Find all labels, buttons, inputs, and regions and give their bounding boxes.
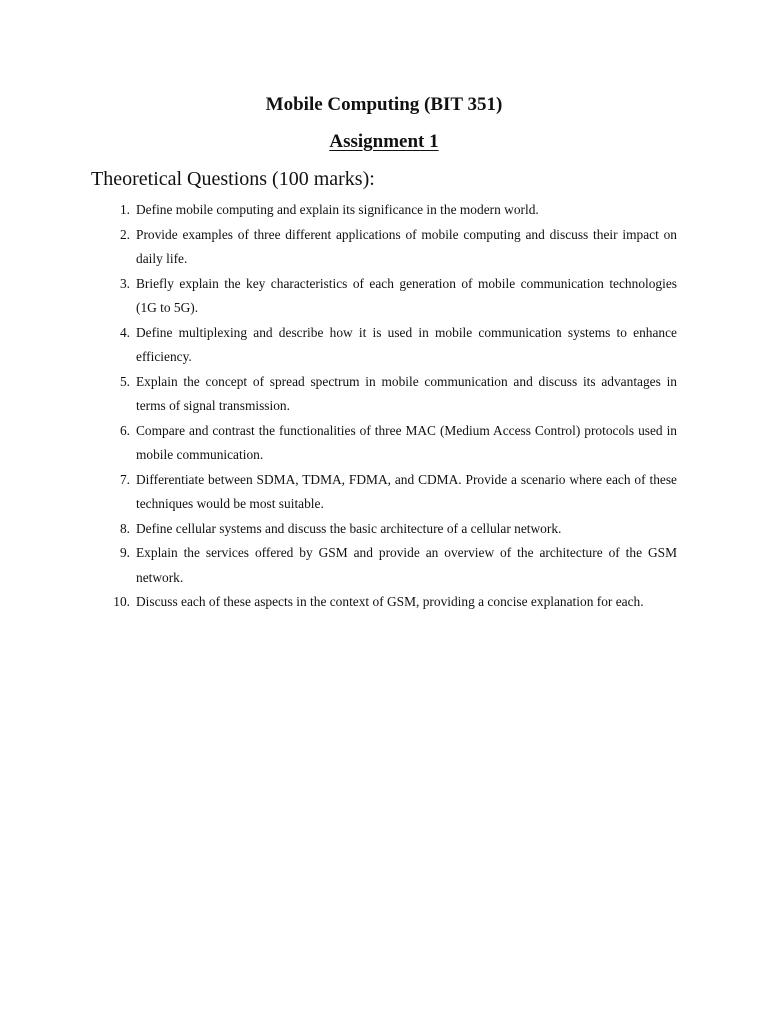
question-item xyxy=(106,321,677,370)
question-item xyxy=(106,419,677,468)
question-number: 8. xyxy=(119,520,130,536)
question-item xyxy=(106,590,677,615)
question-item xyxy=(106,468,677,517)
course-title: Mobile Computing (BIT 351) xyxy=(265,94,503,115)
question-text: Compare and contrast the functionalities of three MAC (Medium Access Control) protocols used in mobile communication. xyxy=(136,422,677,462)
question-number: 7. xyxy=(119,471,130,487)
question-number: 3. xyxy=(119,275,130,291)
question-item xyxy=(106,517,677,542)
question-text: Define multiplexing and describe how it is used in mobile communication systems to enhance efficiency. xyxy=(136,324,677,364)
question-text: Differentiate between SDMA, TDMA, FDMA, and CDMA. Provide a scenario where each of these techniques would be most suitable. xyxy=(136,471,677,511)
question-number: 2. xyxy=(119,226,130,242)
question-number: 10. xyxy=(113,594,130,609)
question-list xyxy=(106,198,677,615)
question-text: Explain the concept of spread spectrum in mobile communication and discuss its advantages in terms of signal transmission. xyxy=(136,373,677,413)
question-item xyxy=(106,223,677,272)
question-number: 4. xyxy=(119,324,130,340)
section-heading: Theoretical Questions (100 marks): xyxy=(91,168,375,190)
question-number: 9. xyxy=(119,545,130,560)
assignment-title: Assignment 1 xyxy=(329,131,439,152)
question-text: Briefly explain the key characteristics of each generation of mobile communication technologies (1G to 5G). xyxy=(136,275,677,315)
question-text: Discuss each of these aspects in the context of GSM, providing a concise explanation for each. xyxy=(136,594,644,609)
question-number: 5. xyxy=(119,373,130,389)
question-text: Define cellular systems and discuss the basic architecture of a cellular network. xyxy=(136,520,562,536)
question-text: Explain the services offered by GSM and provide an overview of the architecture of the GSM network. xyxy=(136,545,677,585)
question-item xyxy=(106,272,677,321)
question-item xyxy=(106,541,677,590)
question-number: 1. xyxy=(119,202,130,217)
question-text: Provide examples of three different applications of mobile computing and discuss their impact on daily life. xyxy=(136,226,677,266)
question-item xyxy=(106,198,677,223)
question-item xyxy=(106,370,677,419)
question-text: Define mobile computing and explain its significance in the modern world. xyxy=(136,202,539,217)
question-number: 6. xyxy=(119,422,130,438)
